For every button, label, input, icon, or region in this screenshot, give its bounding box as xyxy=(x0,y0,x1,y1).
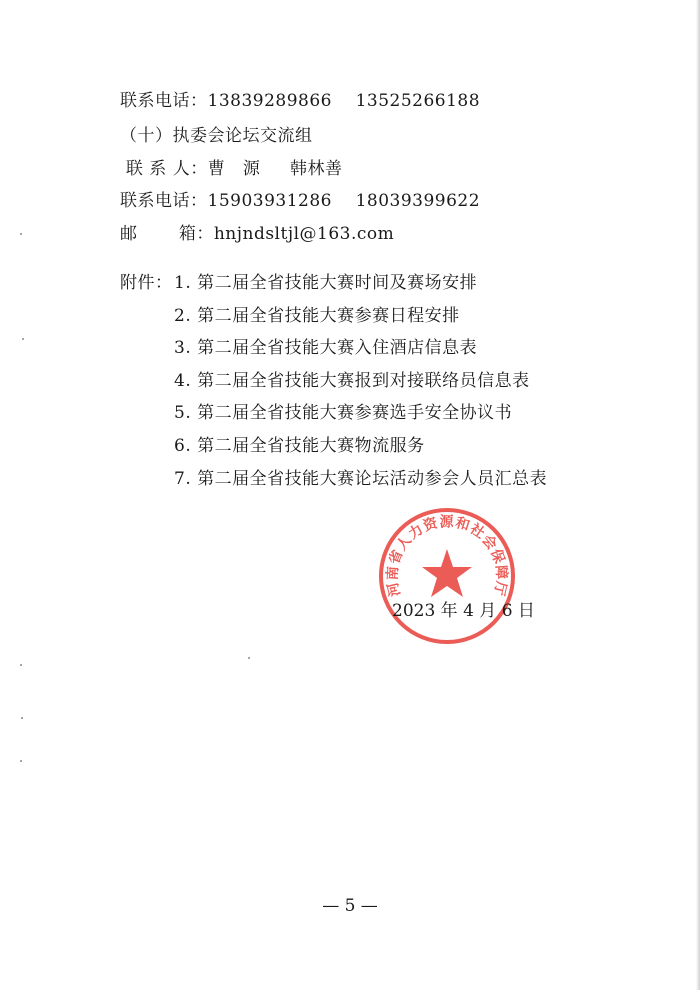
seal-text: 河南省人力资源和社会保障厅 xyxy=(384,514,510,598)
document-date: 2023 年 4 月 6 日 xyxy=(392,601,535,621)
contact-phone-line-2: 联系电话：15903931286 18039399622 xyxy=(120,191,481,211)
scan-speck xyxy=(20,760,22,762)
scan-speck xyxy=(21,717,23,719)
attachment-item: 5. 第二届全省技能大赛参赛选手安全协议书 xyxy=(174,403,513,424)
contact-phone-line-1: 联系电话：13839289866 13525266188 xyxy=(120,91,481,111)
contact-person-line: 联 系 人：曹 源 韩林善 xyxy=(120,159,343,179)
official-seal-icon xyxy=(376,505,518,647)
attachment-item: 6. 第二届全省技能大赛物流服务 xyxy=(174,435,425,456)
attachment-item: 3. 第二届全省技能大赛入住酒店信息表 xyxy=(174,338,478,359)
scan-speck xyxy=(20,664,22,666)
attachment-item: 4. 第二届全省技能大赛报到对接联络员信息表 xyxy=(174,370,530,391)
contact-email-line: 邮 箱：hnjndsltjl@163.com xyxy=(120,224,395,244)
attachment-item: 2. 第二届全省技能大赛参赛日程安排 xyxy=(174,305,460,326)
scan-speck xyxy=(248,657,250,659)
attachments-list xyxy=(174,272,547,500)
page-number: — 5 — xyxy=(322,896,378,916)
attachment-item: 7. 第二届全省技能大赛论坛活动参会人员汇总表 xyxy=(174,468,548,489)
attachments-label: 附件： xyxy=(120,273,173,293)
seal-star-icon xyxy=(422,549,472,597)
scan-speck xyxy=(22,338,24,340)
scan-speck xyxy=(20,233,22,235)
attachment-item: 1. 第二届全省技能大赛时间及赛场安排 xyxy=(174,273,478,293)
scan-edge-shadow xyxy=(696,0,700,990)
section-title-forum-group: （十）执委会论坛交流组 xyxy=(120,126,313,146)
